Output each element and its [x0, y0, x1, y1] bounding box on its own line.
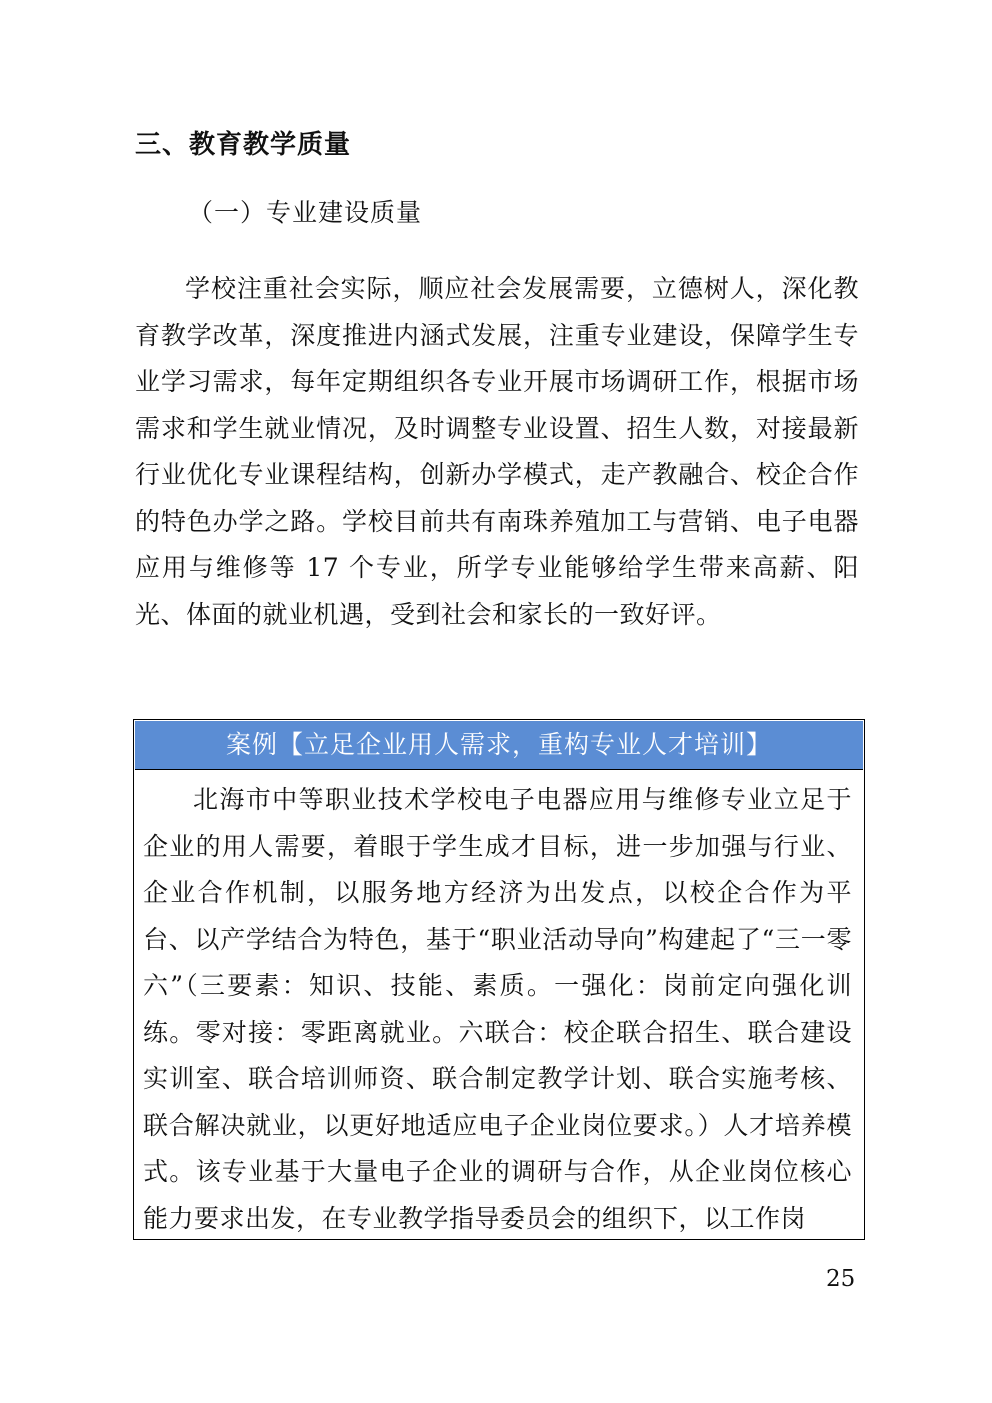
case-box	[133, 719, 865, 1240]
section-heading: 三、教育教学质量	[135, 130, 352, 160]
body-paragraph: 学校注重社会实际，顺应社会发展需要，立德树人，深化教育教学改革，深度推进内涵式发展，注重专业建设，保障学生专业学习需求，每年定期组织各专业开展市场调研工作，根据市场需求和学生就业情况，及时调整专业设置、招生人数，对接最新行业优化专业课程结构，创新办学模式，走产教融合、校企合作的特色办学之路。学校目前共有南珠养殖加工与营销、电子电器应用与维修等 17 个专业，所学专业能够给学生带来高薪、阳光、体面的就业机遇，受到社会和家长的一致好评。	[135, 274, 859, 629]
case-body: 北海市中等职业技术学校电子电器应用与维修专业立足于企业的用人需要，着眼于学生成才目标，进一步加强与行业、企业合作机制，以服务地方经济为出发点，以校企合作为平台、以产学结合为特色，基于“职业活动导向”构建起了“三一零六”（三要素：知识、技能、素质。一强化：岗前定向强化训练。零对接：零距离就业。六联合：校企联合招生、联合建设实训室、联合培训师资、联合制定教学计划、联合实施考核、联合解决就业，以更好地适应电子企业岗位要求。）人才培养模式。该专业基于大量电子企业的调研与合作，从企业岗位核心能力要求出发，在专业教学指导委员会的组织下，以工作岗	[143, 785, 852, 1233]
page-number: 25	[826, 1266, 856, 1292]
subsection-heading: （一）专业建设质量	[188, 198, 423, 227]
case-title: 案例【立足企业用人需求，重构专业人才培训】	[135, 721, 863, 770]
